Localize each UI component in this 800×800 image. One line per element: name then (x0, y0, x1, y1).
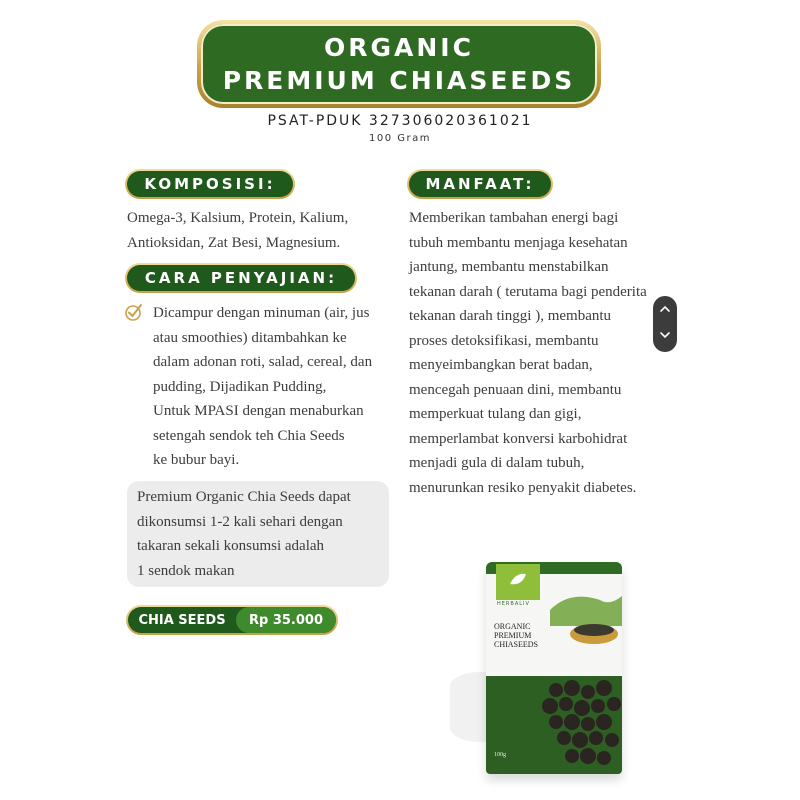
manfaat-line: proses detoksifikasi, membantu (409, 332, 599, 349)
cara-penyajian-heading (125, 263, 357, 293)
price-value: Rp 35.000 (236, 607, 336, 633)
price-badge (126, 605, 338, 635)
cara-line: setengah sendok teh Chia Seeds (153, 427, 345, 444)
net-weight: 100 Gram (369, 133, 431, 144)
manfaat-line: memperlambat konversi karbohidrat (409, 430, 628, 447)
check-circle-icon (124, 302, 144, 322)
komposisi-line: Antioksidan, Zat Besi, Magnesium. (127, 234, 341, 251)
cara-line: atau smoothies) ditambahkan ke (153, 329, 347, 346)
dosage-line: takaran sekali konsumsi adalah (137, 538, 325, 554)
package-art (486, 562, 622, 774)
title-banner-inner (201, 24, 597, 104)
dosage-line: 1 sendok makan (137, 562, 235, 579)
package-title (494, 622, 538, 649)
cara-line: ke bubur bayi. (153, 452, 240, 468)
komposisi-heading (125, 169, 295, 199)
price-badge-inner (128, 607, 336, 633)
manfaat-heading (407, 169, 553, 199)
title-line-2: PREMIUM CHIASEEDS (222, 66, 576, 95)
package-title-line: PREMIUM (494, 631, 532, 640)
manfaat-line: menjadi gula di dalam tubuh, (409, 455, 585, 471)
package-brand: HERBALIV (497, 601, 530, 607)
product-package-image (486, 562, 622, 774)
price-product-label: CHIA SEEDS (138, 612, 226, 628)
manfaat-line: tubuh membantu menjaga kesehatan (409, 234, 628, 251)
chevron-down-icon[interactable] (659, 330, 671, 340)
manfaat-line: Memberikan tambahan energi bagi (409, 210, 619, 226)
manfaat-line: mencegah penuaan dini, membantu (409, 381, 622, 398)
manfaat-line: jantung, membantu menstabilkan (409, 259, 609, 275)
cara-line: Dicampur dengan minuman (air, jus (153, 305, 370, 321)
manfaat-line: menurunkan resiko penyakit diabetes. (409, 479, 637, 496)
registration-number: PSAT-PDUK 327306020361021 (267, 113, 533, 129)
package-title-line: ORGANIC (494, 622, 531, 631)
manfaat-heading-label: MANFAAT: (409, 171, 551, 197)
cara-line: pudding, Dijadikan Pudding, (153, 378, 327, 395)
cara-penyajian-heading-label: CARA PENYAJIAN: (127, 265, 355, 291)
title-banner (197, 20, 601, 108)
dosage-line: Premium Organic Chia Seeds dapat (137, 489, 351, 505)
manfaat-text (409, 206, 671, 500)
chevron-up-icon[interactable] (659, 304, 671, 314)
komposisi-line: Omega-3, Kalsium, Protein, Kalium, (127, 210, 349, 226)
manfaat-line: tekanan darah ( terutama bagi penderita (409, 283, 647, 300)
package-title-line: CHIASEEDS (494, 640, 539, 649)
cara-line: Untuk MPASI dengan menaburkan (153, 403, 364, 419)
manfaat-line: memperkuat tulang dan gigi, (409, 406, 582, 422)
manfaat-line: tekanan darah tinggi ), membantu (409, 308, 612, 324)
dosage-note-box (127, 481, 389, 587)
title-line-1: ORGANIC (324, 33, 474, 62)
komposisi-heading-label: KOMPOSISI: (127, 171, 293, 197)
dosage-line: dikonsumsi 1-2 kali sehari dengan (137, 513, 343, 530)
package-weight: 100g (494, 752, 506, 758)
komposisi-text (127, 206, 397, 255)
cara-line: dalam adonan roti, salad, cereal, dan (153, 354, 373, 370)
scroll-control[interactable] (653, 296, 677, 352)
cara-penyajian-text (153, 301, 393, 473)
manfaat-line: menyeimbangkan berat badan, (409, 357, 593, 373)
